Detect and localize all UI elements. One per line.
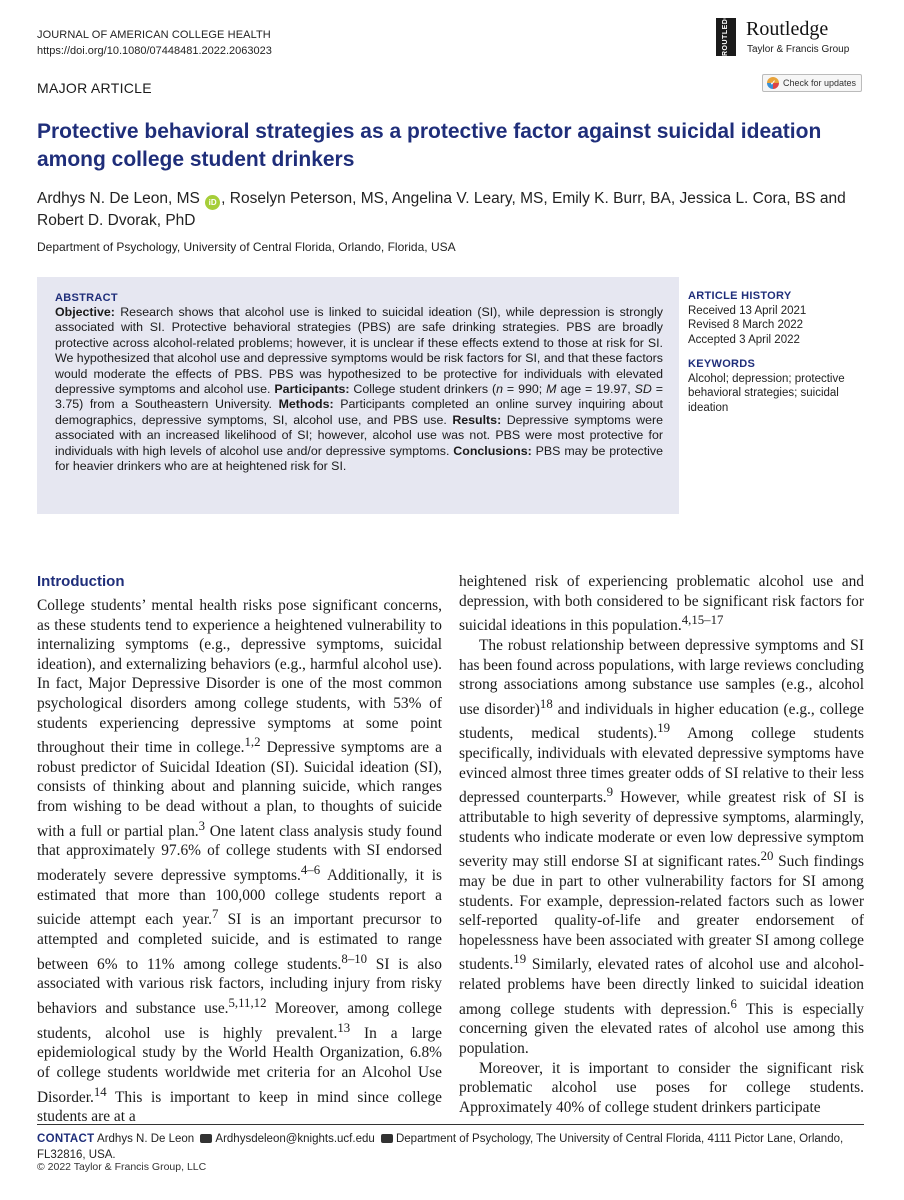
paragraph-moreover: Moreover, it is important to consider the significant risk problematic alcohol use poses for college students. Approximately 40% of college student drinkers participate — [459, 1059, 864, 1116]
author-list — [37, 188, 867, 232]
intro-text-3: One latent class analysis study found that approximately 97.6% of college students with SI endorsed moderately severe depressive symptoms. — [37, 822, 442, 885]
contact-address: Department of Psychology, The University of Central Florida, 4111 Pictor Lane, Orlando, FL32816, USA. — [37, 1133, 844, 1161]
received-date: Received 13 April 2021 — [688, 304, 807, 317]
intro-text-6: SI is also associated with various risk factors, including injury from risky behaviors and substance use. — [37, 955, 442, 1018]
contact-label: CONTACT — [37, 1133, 95, 1145]
citation-ref[interactable]: 5,11,12 — [228, 995, 267, 1010]
participants-label: Participants: — [274, 382, 350, 397]
journal-name: JOURNAL OF AMERICAN COLLEGE HEALTH — [37, 29, 271, 41]
citation-ref[interactable]: 4–6 — [300, 862, 321, 877]
participants-text-c: age = 19.97, — [556, 382, 635, 397]
intro-text-1: College students’ mental health risks pose significant concerns, as these students tend to experience a heightened vulnerability to internalizing symptoms (e.g., depressive symptoms, suicidal ideation), and externalizing behaviors (e.g., harmful alcohol use). In fact, Major Depressive Disorder is one of the most common psychological disorders among college students, with 53% of students experiencing depressive symptoms at some point throughout their time in college. — [37, 597, 442, 757]
publisher-name: Routledge — [746, 18, 829, 40]
citation-ref[interactable]: 3 — [198, 818, 206, 833]
paragraph-depression-si — [459, 636, 864, 1059]
methods-text: Participants completed an online survey inquiring about demographics, depressive symptoms, SI, alcohol use, and PBS use. — [55, 397, 663, 427]
participants-text-d: = 3.75) from a Southeastern University. — [55, 382, 663, 412]
citation-ref[interactable]: 7 — [212, 907, 219, 922]
contact-name: Ardhys N. De Leon — [97, 1133, 195, 1145]
accepted-date: Accepted 3 April 2022 — [688, 333, 800, 346]
results-text: Depressive symptoms were associated with an increased likelihood of SI; however, alcohol use was not. PBS were most protective for individuals with high levels of alcohol use and/or depressive symptoms. — [55, 412, 663, 458]
methods-label: Methods: — [278, 397, 334, 412]
check-for-updates-button[interactable] — [762, 74, 862, 92]
citation-ref[interactable]: 14 — [93, 1084, 107, 1099]
objective-text: Research shows that alcohol use is linked to suicidal ideation (SI), while depression is strongly associated with SI. Protective behavioral strategies (PBS) are safe drinking strategies. PBS are broadly protective across alcohol-related problems; however, it is unclear if these effects extend to those at risk for SI. We hypothesized that alcohol use and depressive symptoms would be risk factors for SI, and that these factors would moderate the effects of PBS. PBS was hypothesized to be protective for individuals with elevated depressive symptoms and alcohol use. — [55, 305, 663, 397]
paragraph-text: heightened risk of experiencing problematic alcohol use and depression, with both considered to be significant risk factors for suicidal ideations in this population. — [459, 573, 864, 635]
orcid-icon[interactable]: iD — [205, 195, 220, 210]
citation-ref[interactable]: 19 — [657, 721, 671, 736]
conclusions-label: Conclusions: — [453, 443, 532, 458]
footer-divider — [37, 1124, 864, 1125]
publisher-logo — [716, 7, 876, 58]
first-author[interactable]: Ardhys N. De Leon, MS — [37, 190, 200, 207]
intro-text-8: In a large epidemiological study by the World Health Organization, 6.8% of college students worldwide met criteria for an Alcohol Use Disorder. — [37, 1024, 442, 1106]
introduction-heading: Introduction — [37, 573, 125, 590]
article-title: Protective behavioral strategies as a protective factor against suicidal ideation among college student drinkers — [37, 120, 822, 171]
citation-ref[interactable]: 6 — [730, 996, 737, 1011]
intro-text-9: This is important to keep in mind since college students are at a — [37, 1088, 442, 1126]
results-label: Results: — [452, 412, 502, 427]
doi-link[interactable]: https://doi.org/10.1080/07448481.2022.2063023 — [37, 45, 272, 57]
participants-text-b: = 990; — [503, 382, 547, 397]
participants-n: n — [496, 382, 503, 397]
abstract-box — [37, 277, 679, 514]
other-authors: , Roselyn Peterson, MS, Angelina V. Leary, MS, Emily K. Burr, BA, Jessica L. Cora, BS and Robert D. Dvorak, PhD — [37, 190, 846, 229]
publisher-subtitle: Taylor & Francis Group — [747, 44, 850, 55]
contact-info — [37, 1131, 865, 1163]
section-label: MAJOR ARTICLE — [37, 80, 152, 96]
revised-date: Revised 8 March 2022 — [688, 319, 804, 331]
publisher-mark-icon: ROUTLEDGE — [716, 18, 736, 56]
check-for-updates-label: Check for updates — [783, 78, 857, 88]
intro-paragraph — [37, 596, 442, 1127]
intro-text-4: Additionally, it is estimated that more than 100,000 college students report a suicide attempt each year. — [37, 867, 442, 929]
abstract-heading: ABSTRACT — [55, 292, 118, 304]
intro-text-2: Depressive symptoms are a robust predictor of Suicidal Ideation (SI). Suicidal ideation (SI), consists of thinking about and planning suicide, which ranges from wishing to be dead without a plan, to thoughts of suicide with a full or partial plan. — [37, 739, 442, 840]
paragraph-text: This is especially concerning given the elevated rates of alcohol use among this population. — [459, 1000, 864, 1057]
citation-ref[interactable]: 1,2 — [244, 735, 261, 750]
citation-ref[interactable]: 19 — [513, 952, 527, 967]
crossmark-icon: ✓ — [767, 77, 779, 89]
paragraph-text: and individuals in higher education (e.g., college students, medical students). — [459, 700, 864, 743]
paragraph-text: However, while greatest risk of SI is attributable to high severity of depressive symptoms, alarmingly, students who indicate moderate or even low depressive symptom severity may still endorse SI at significant rates. — [459, 789, 864, 871]
body-column-right — [459, 572, 864, 1117]
citation-ref[interactable]: 13 — [337, 1020, 351, 1035]
participants-m: M — [546, 382, 557, 397]
address-icon — [381, 1134, 393, 1143]
conclusions-text: PBS may be protective for heavier drinkers who are at heightened risk for SI. — [55, 443, 663, 474]
participants-text: College student drinkers ( — [349, 382, 497, 397]
keywords-heading: KEYWORDS — [688, 358, 756, 370]
affiliation: Department of Psychology, University of Central Florida, Orlando, Florida, USA — [37, 240, 456, 254]
citation-ref[interactable]: 8–10 — [341, 951, 368, 966]
participants-sd: SD — [634, 382, 652, 397]
history-heading: ARTICLE HISTORY — [688, 290, 792, 302]
paragraph-continued — [459, 572, 864, 636]
citation-ref[interactable]: 4,15–17 — [681, 613, 724, 628]
keywords: Alcohol; depression; protective behavioral strategies; suicidal ideation — [688, 372, 845, 414]
abstract-text — [55, 291, 663, 474]
intro-text-5: SI is an important precursor to attempted and completed suicide, and is estimated to range between 6% to 11% among college students. — [37, 911, 442, 973]
objective-label: Objective: — [55, 305, 115, 319]
paragraph-text: Similarly, elevated rates of alcohol use and alcohol-related problems have been directly linked to suicidal ideation among college students with depression. — [459, 956, 864, 1018]
copyright: © 2022 Taylor & Francis Group, LLC — [37, 1161, 207, 1173]
citation-ref[interactable]: 9 — [606, 785, 614, 800]
paragraph-text: Such findings may be due in part to other vulnerability factors for SI among students. For example, depression-related factors such as lower self-reported quality-of-life and greater endorsement of hopelessness have been associated with greater SI among college students. — [459, 853, 864, 974]
citation-ref[interactable]: 18 — [539, 696, 553, 711]
body-column-left — [37, 572, 442, 1127]
paragraph-text: The robust relationship between depressive symptoms and SI has been found across populations, with large reviews concluding strong associations among substance use samples (e.g., alcohol use disorder) — [459, 636, 864, 718]
citation-ref[interactable]: 20 — [760, 849, 774, 864]
contact-email[interactable]: Ardhysdeleon@knights.ucf.edu — [215, 1133, 375, 1145]
email-icon — [200, 1134, 212, 1143]
paragraph-text: Among college students specifically, individuals with elevated depressive symptoms have evinced almost three times greater odds of SI relative to their less depressed counterparts. — [459, 725, 865, 807]
article-sidebar — [688, 289, 868, 415]
intro-text-7: Moreover, among college students, alcohol use is highly prevalent. — [37, 1000, 442, 1042]
